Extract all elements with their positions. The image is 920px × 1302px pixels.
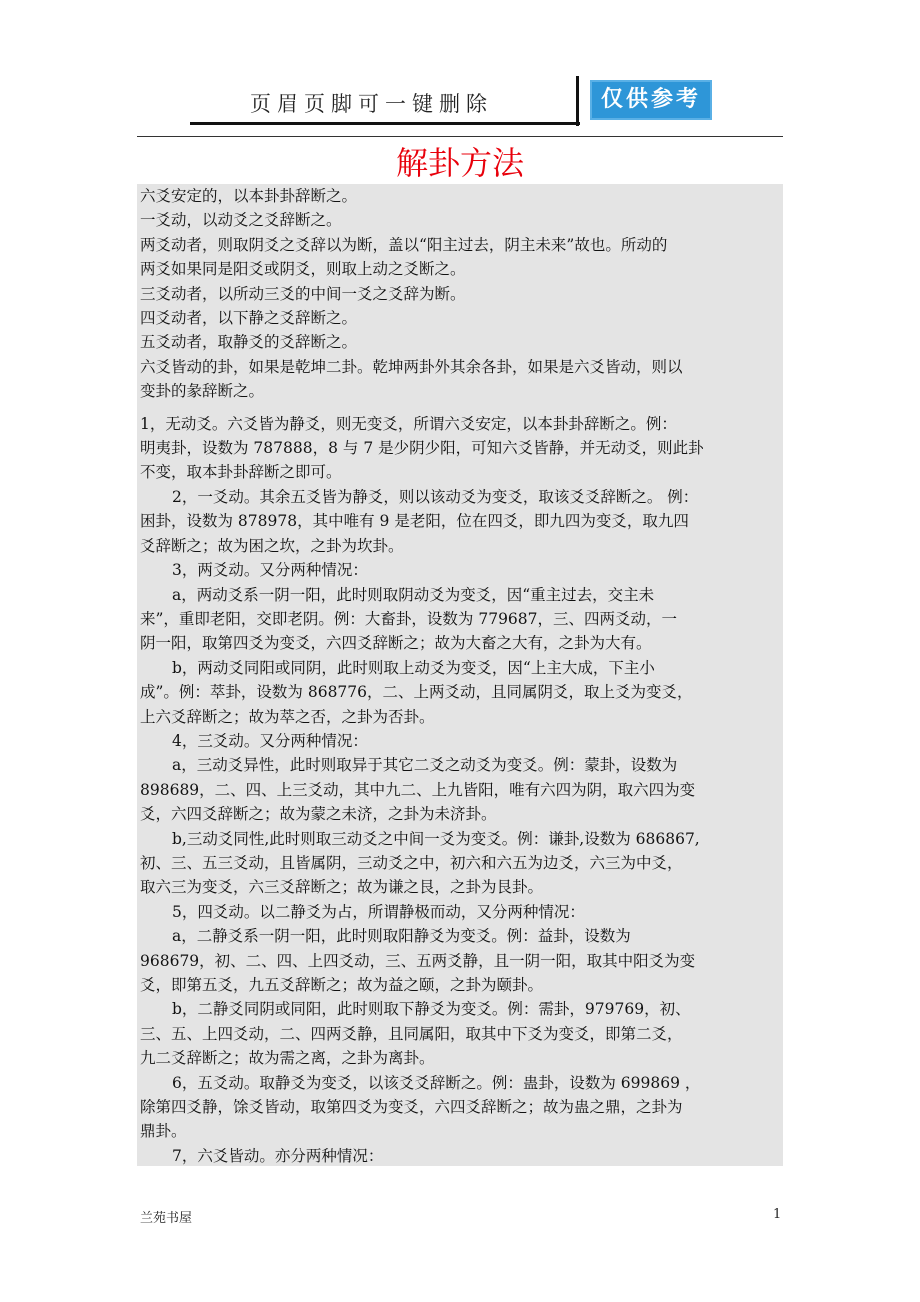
body-line: 898689，二、四、上三爻动，其中九二、上九皆阳，唯有六四为阴，取六四为变 bbox=[140, 780, 696, 799]
body-line: 1，无动爻。六爻皆为静爻，则无变爻，所谓六爻安定，以本卦卦辞断之。例： bbox=[140, 414, 677, 433]
body-line: 初、三、五三爻动，且皆属阴，三动爻之中，初六和六五为边爻，六三为中爻， bbox=[140, 853, 683, 872]
body-line: 四爻动者，以下静之爻辞断之。 bbox=[140, 309, 358, 328]
body-line: 五爻动者，取静爻的爻辞断之。 bbox=[140, 333, 358, 352]
body-line: a，二静爻系一阴一阳，此时则取阳静爻为变爻。例：益卦，设数为 bbox=[172, 927, 631, 946]
reference-only-badge: 仅供参考 bbox=[590, 80, 712, 120]
body-line: 5，四爻动。以二静爻为占，所谓静极而动，又分两种情况： bbox=[172, 902, 585, 921]
body-line: 六爻安定的，以本卦卦辞断之。 bbox=[140, 187, 358, 205]
body-line: 968679，初、二、四、上四爻动，三、五两爻静，且一阴一阳，取其中阳爻为变 bbox=[140, 951, 696, 970]
body-line: 2，一爻动。其余五爻皆为静爻，则以该动爻为变爻，取该爻爻辞断之。 例： bbox=[172, 487, 699, 506]
body-line: 4，三爻动。又分两种情况： bbox=[172, 731, 368, 750]
body-line: 一爻动，以动爻之爻辞断之。 bbox=[140, 211, 342, 230]
body-line: 3，两爻动。又分两种情况： bbox=[172, 561, 368, 580]
body-line: 鼎卦。 bbox=[140, 1122, 187, 1141]
body-line: 九二爻辞断之；故为需之离，之卦为离卦。 bbox=[140, 1049, 435, 1068]
header-banner-underline bbox=[190, 122, 580, 125]
body-line: 阴一阳，取第四爻为变爻，六四爻辞断之；故为大畜之大有，之卦为大有。 bbox=[140, 634, 652, 653]
body-line: 6，五爻动。取静爻为变爻，以该爻爻辞断之。例：蛊卦，设数为 699869 ， bbox=[172, 1073, 701, 1092]
body-line: 不变，取本卦卦辞断之即可。 bbox=[140, 463, 342, 482]
header-banner-text: 页眉页脚可一键删除 bbox=[250, 92, 493, 116]
body-line: 上六爻辞断之；故为萃之否，之卦为否卦。 bbox=[140, 707, 435, 726]
body-line: a，三动爻异性，此时则取异于其它二爻之动爻为变爻。例：蒙卦，设数为 bbox=[172, 756, 678, 775]
paragraph-gap bbox=[137, 404, 783, 412]
body-line: 三、五、上四爻动，二、四两爻静，且同属阳，取其中下爻为变爻，即第二爻， bbox=[140, 1024, 683, 1043]
body-line: 明夷卦，设数为 787888，8 与 7 是少阴少阳，可知六爻皆静，并无动爻，则此卦 bbox=[140, 439, 704, 458]
body-line: 爻辞断之；故为困之坎，之卦为坎卦。 bbox=[140, 536, 404, 555]
body-line: 变卦的彖辞断之。 bbox=[140, 382, 265, 401]
body-line: 来”，重即老阳，交即老阴。例：大畜卦，设数为 779687，三、四两爻动，一 bbox=[140, 609, 678, 628]
header-rule bbox=[137, 136, 783, 137]
body-line: 取六三为变爻，六三爻辞断之；故为谦之艮，之卦为艮卦。 bbox=[140, 878, 544, 897]
body-line: 成”。例：萃卦，设数为 868776，二、上两爻动，且同属阴爻，取上爻为变爻， bbox=[140, 683, 693, 702]
body-line: 7，六爻皆动。亦分两种情况： bbox=[172, 1146, 384, 1165]
header-banner-divider bbox=[576, 76, 579, 126]
page-number: 1 bbox=[773, 1207, 782, 1222]
page-title: 解卦方法 bbox=[395, 144, 524, 182]
body-line: 六爻皆动的卦，如果是乾坤二卦。乾坤两卦外其余各卦，如果是六爻皆动，则以 bbox=[140, 357, 683, 376]
body-line: 爻，六四爻辞断之；故为蒙之未济，之卦为未济卦。 bbox=[140, 805, 497, 824]
body-line: b,三动爻同性,此时则取三动爻之中间一爻为变爻。例：谦卦,设数为 686867, bbox=[172, 829, 700, 848]
document-body bbox=[137, 184, 783, 1166]
body-line: 两爻动者，则取阴爻之爻辞以为断，盖以“阳主过去，阴主未来”故也。所动的 bbox=[140, 235, 668, 254]
body-line: a，两动爻系一阴一阳，此时则取阴动爻为变爻，因“重主过去，交主未 bbox=[172, 585, 655, 604]
body-line: 三爻动者，以所动三爻的中间一爻之爻辞为断。 bbox=[140, 284, 466, 303]
body-line: 困卦，设数为 878978，其中唯有 9 是老阳，位在四爻，即九四为变爻，取九四 bbox=[140, 512, 689, 531]
body-line: b，两动爻同阳或同阴，此时则取上动爻为变爻，因“上主大成，下主小 bbox=[172, 658, 655, 677]
body-line: 除第四爻静，馀爻皆动，取第四爻为变爻，六四爻辞断之；故为蛊之鼎，之卦为 bbox=[140, 1098, 683, 1117]
header-banner bbox=[190, 76, 728, 128]
body-line: 爻，即第五爻，九五爻辞断之；故为益之颐，之卦为颐卦。 bbox=[140, 976, 544, 994]
footer-source: 兰苑书屋 bbox=[140, 1211, 193, 1226]
body-line: b，二静爻同阴或同阳，此时则取下静爻为变爻。例：需卦，979769，初、 bbox=[172, 1000, 691, 1019]
body-line: 两爻如果同是阳爻或阴爻，则取上动之爻断之。 bbox=[140, 260, 466, 279]
